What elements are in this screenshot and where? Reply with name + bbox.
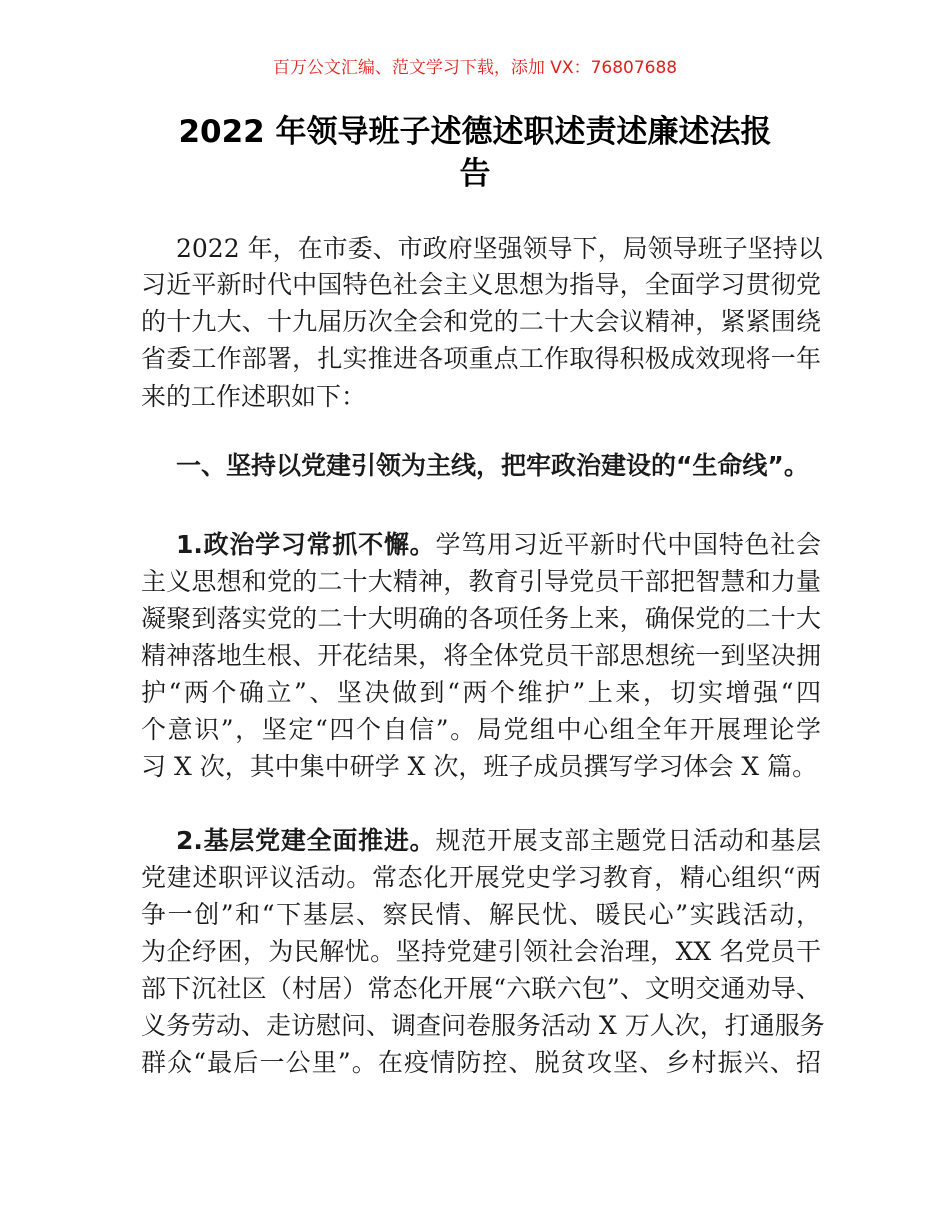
paragraph-line <box>176 526 821 564</box>
paragraph-line: 的十九大、十九届历次全会和党的二十大会议精神，紧紧围绕 <box>141 307 821 336</box>
paragraph-line: 主义思想和党的二十大精神，教育引导党员干部把智慧和力量 <box>141 567 821 596</box>
paragraph-line: 个意识”，坚定“四个自信”。局党组中心组全年开展理论学 <box>141 715 821 744</box>
paragraph-line: 来的工作述职如下： <box>141 382 367 411</box>
paragraph-line: 省委工作部署，扎实推进各项重点工作取得积极成效现将一年 <box>141 344 821 373</box>
paragraph-line: 为企纾困，为民解忧。坚持党建引领社会治理，XX 名党员干 <box>141 937 821 966</box>
item-text: 学笃用习近平新时代中国特色社会 <box>435 530 821 559</box>
paragraph-line: 党建述职评议活动。常态化开展党史学习教育，精心组织“两 <box>141 863 821 892</box>
paragraph-line: 群众“最后一公里”。在疫情防控、脱贫攻坚、乡村振兴、招 <box>141 1048 821 1077</box>
document-title: 2022 年领导班子述德述职述责述廉述法报 <box>178 114 772 150</box>
paragraph-line <box>176 822 821 860</box>
section-heading: 一、坚持以党建引领为主线，把牢政治建设的“生命线”。 <box>176 451 809 480</box>
paragraph-line: 部下沉社区（村居）常态化开展“六联六包”、文明交通劝导、 <box>141 974 821 1003</box>
paragraph-line: 护“两个确立”、坚决做到“两个维护”上来，切实增强“四 <box>141 678 821 707</box>
paragraph-line: 习 X 次，其中集中研学 X 次，班子成员撰写学习体会 X 篇。 <box>141 752 818 781</box>
paragraph-line: 争一创”和“下基层、察民情、解民忧、暖民心”实践活动， <box>141 900 821 929</box>
document-title-cont: 告 <box>459 156 491 192</box>
paragraph-line: 精神落地生根、开花结果，将全体党员干部思想统一到坚决拥 <box>141 641 821 670</box>
item-lead: 1.政治学习常抓不懈。 <box>176 530 436 559</box>
item-lead: 2.基层党建全面推进。 <box>176 826 436 855</box>
header-banner: 百万公文汇编、范文学习下载，添加 VX：76807688 <box>272 58 678 78</box>
item-text: 规范开展支部主题党日活动和基层 <box>435 826 821 855</box>
paragraph-line: 2022 年，在市委、市政府坚强领导下，局领导班子坚持以 <box>176 234 823 263</box>
paragraph-line: 习近平新时代中国特色社会主义思想为指导，全面学习贯彻党 <box>141 270 821 299</box>
paragraph-line: 凝聚到落实党的二十大明确的各项任务上来，确保党的二十大 <box>141 604 821 633</box>
paragraph-line: 义务劳动、走访慰问、调查问卷服务活动 X 万人次，打通服务 <box>141 1011 825 1040</box>
